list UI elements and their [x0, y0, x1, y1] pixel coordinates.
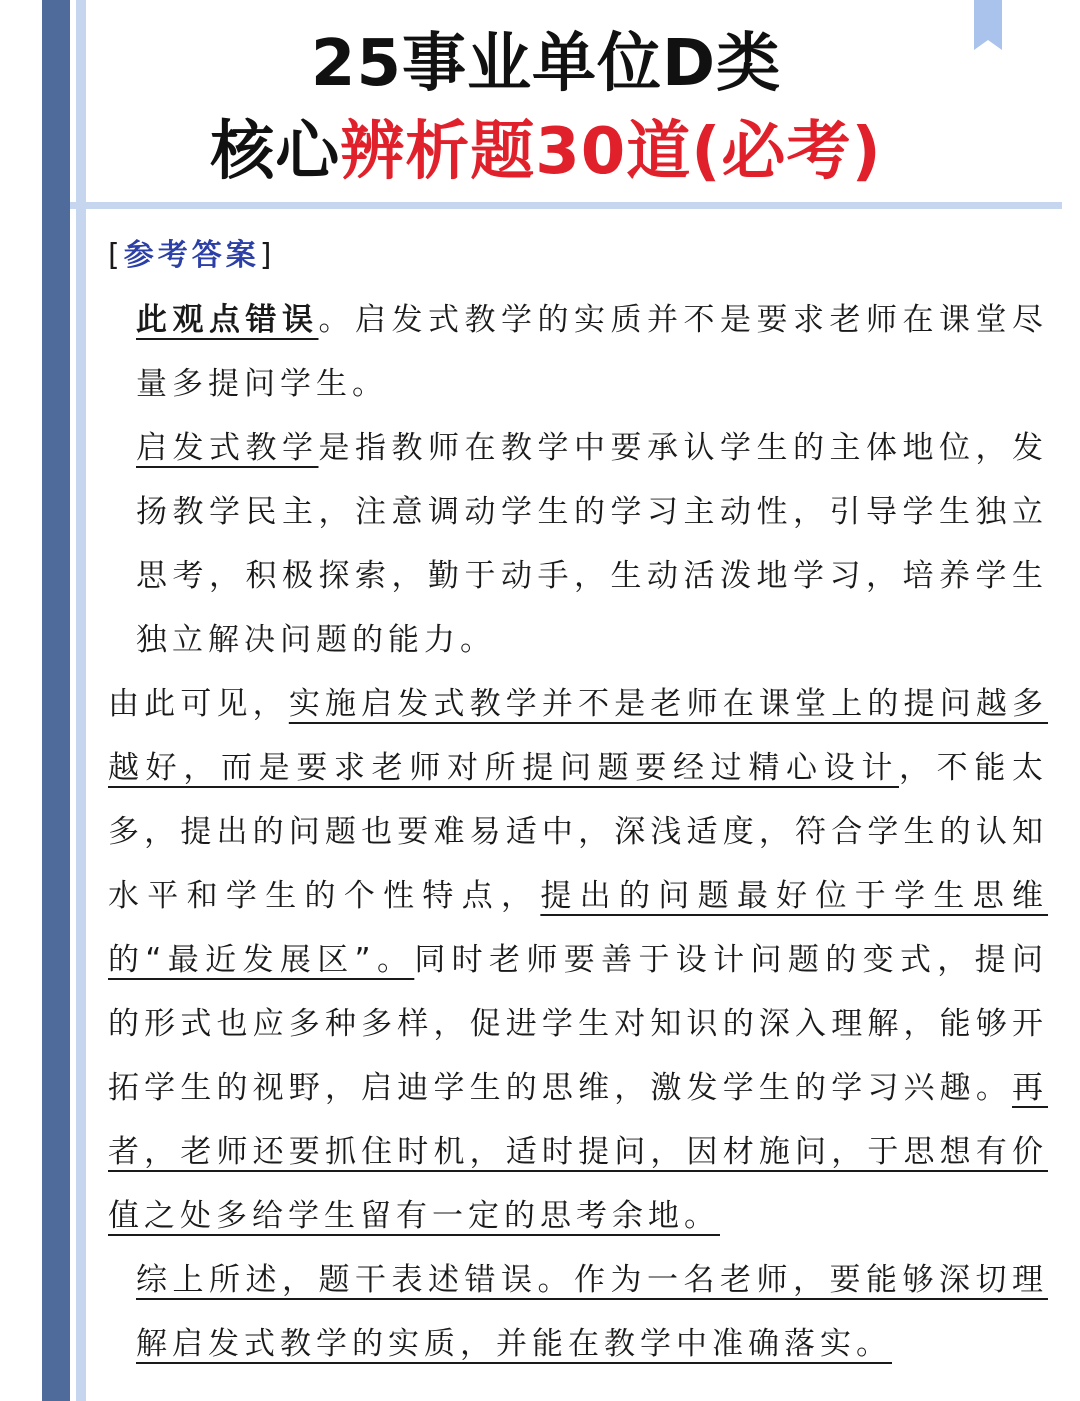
paragraph-3-underline-1: 实施启发式教学并不是老师在课堂上的提问越多越好，而是要求老师对所提问题要经过精心设计 — [108, 686, 1049, 786]
binder-stripe-light — [76, 0, 86, 1401]
term-underlined: 启发式教学 — [136, 430, 319, 466]
answer-label-text: 参考答案 — [123, 238, 260, 273]
paragraph-2 — [108, 416, 1048, 672]
paragraph-3-mid-1: ，不能太多，提出的问题也要难易适中，深浅适度，符合学生的认知水平和学生的个性特点， — [108, 750, 1048, 914]
paragraph-2-rest: 是指教师在教学中要承认学生的主体地位，发扬教学民主，注意调动学生的学习主动性，引导学生独立思考，积极探索，勤于动手，生动活泼地学习，培养学生独立解决问题的能力。 — [136, 430, 1048, 658]
answer-label-open: [ — [108, 238, 124, 273]
title-line-2-black: 核心 — [210, 115, 341, 189]
paragraph-4 — [108, 1248, 1048, 1376]
paragraph-3-underline-2: 提出的问题最好位于学生思维的“最近发展区”。 — [108, 878, 1049, 978]
page-title — [86, 20, 1006, 196]
paragraph-3-mid-2: 同时老师要善于设计问题的变式，提问的形式也应多种多样，促进学生对知识的深入理解，能够开拓学生的视野，启迪学生的思维，激发学生的学习兴趣。 — [108, 942, 1049, 1106]
title-divider — [70, 202, 1062, 209]
paragraph-1 — [108, 288, 1048, 416]
title-line-2-red: 辨析题30道(必考) — [340, 115, 882, 189]
paragraph-1-rest: 。启发式教学的实质并不是要求老师在课堂尽量多提问学生。 — [136, 302, 1048, 402]
paragraph-3-underline-3: 再者，老师还要抓住时机，适时提问，因材施问，于思想有价值之处多给学生留有一定的思考余地。 — [108, 1070, 1048, 1234]
paragraph-3 — [108, 672, 1048, 1248]
verdict-text: 此观点错误 — [136, 302, 319, 338]
answer-label — [108, 228, 1048, 284]
paragraph-3-lead: 由此可见， — [108, 686, 289, 722]
answer-content — [108, 228, 1048, 1376]
binder-stripe-dark — [42, 0, 70, 1401]
title-line-2 — [86, 108, 1006, 196]
conclusion-text: 综上所述，题干表述错误。作为一名老师，要能够深切理解启发式教学的实质，并能在教学中准确落实。 — [136, 1262, 1048, 1362]
answer-label-close: ] — [259, 238, 276, 273]
title-line-1: 25事业单位D类 — [310, 27, 782, 101]
